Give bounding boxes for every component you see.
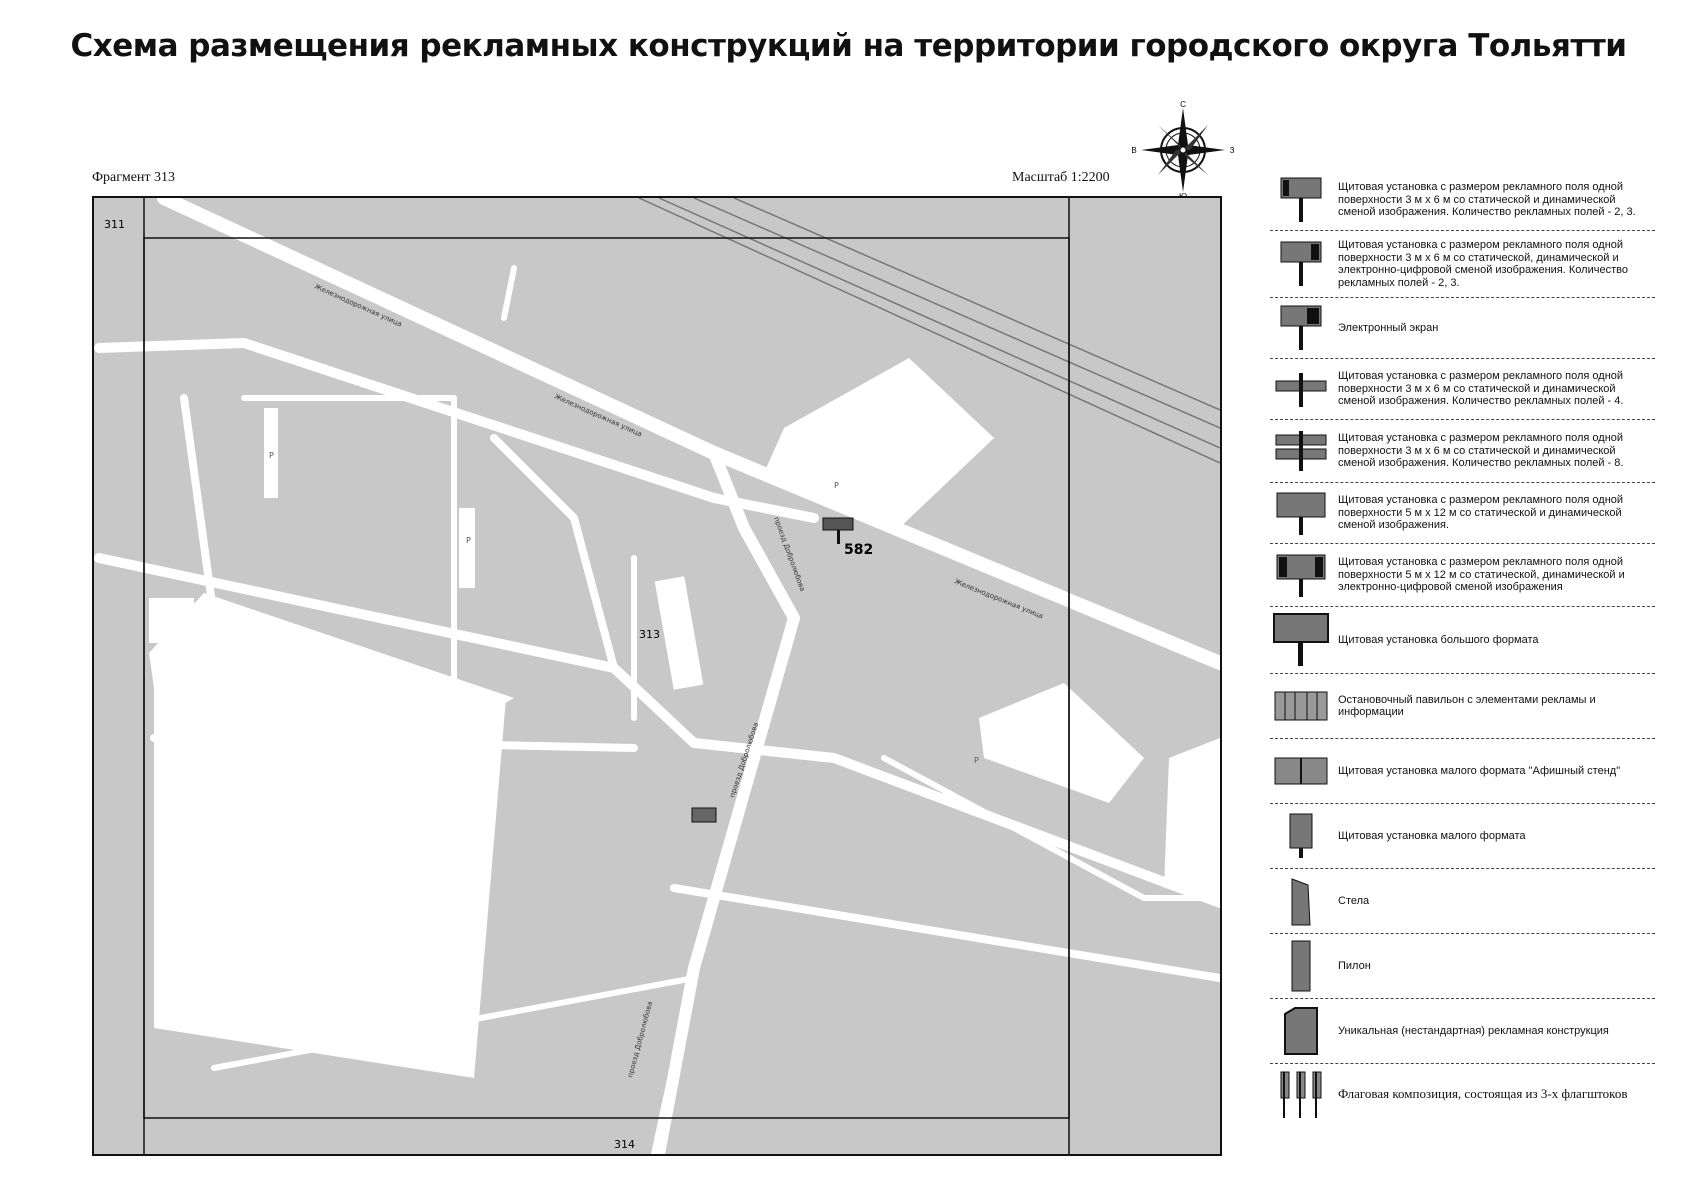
page-title: Схема размещения рекламных конструкций на территории городского округа Тольятти [70, 28, 1627, 64]
parking-label: Р [466, 536, 471, 545]
building-top-right [764, 358, 994, 533]
sheet-label-314: 314 [614, 1138, 635, 1151]
legend-item [1270, 298, 1655, 359]
legend-item [1270, 359, 1655, 420]
legend-text: Щитовая установка малого формата [1338, 829, 1526, 842]
legend-text: Щитовая установка с размером рекламного поля одной поверхности 3 м х 6 м со статической и динамической сменой изображения. Количество рекламных полей - 2, 3. [1338, 181, 1636, 219]
poster-stand-icon [1273, 754, 1329, 788]
billboard-5x12-digital-icon [1275, 551, 1327, 599]
ad-structure-id: 582 [844, 542, 874, 558]
street-label-2: Железнодорожная улица [553, 392, 644, 439]
bus-stop-marker[interactable] [692, 808, 716, 822]
legend-text: Щитовая установка с размером рекламного поля одной поверхности 5 м х 12 м со статической, динамической и электронно-цифровой сменой изображения [1338, 556, 1625, 594]
sheet-label-313: 313 [639, 628, 660, 641]
legend-item [1270, 420, 1655, 483]
legend-text: Уникальная (нестандартная) рекламная конструкция [1338, 1024, 1609, 1037]
electronic-screen-icon [1279, 304, 1323, 352]
ad-structure-marker[interactable] [823, 518, 873, 558]
legend-text: Щитовая установка малого формата "Афишный стенд" [1338, 764, 1621, 777]
map-fragment[interactable] [92, 196, 1222, 1156]
bus-stop-pavilion-icon [1273, 688, 1329, 724]
street-label-5: проезд Добролюбова [728, 721, 761, 799]
legend-text: Щитовая установка с размером рекламного поля одной поверхности 3 м х 6 м со статической и динамической сменой изображения. Количество рекламных полей - 8. [1338, 432, 1624, 470]
building-right [979, 683, 1144, 803]
unique-structure-icon [1281, 1006, 1321, 1056]
legend-item [1270, 483, 1655, 544]
legend-text: Остановочный павильон с элементами рекламы и информации [1338, 693, 1596, 718]
large-format-billboard-icon [1272, 612, 1330, 668]
scale-label: Масштаб 1:2200 [1012, 170, 1110, 185]
flag-composition-icon [1277, 1068, 1325, 1120]
legend-text: Щитовая установка с размером рекламного поля одной поверхности 5 м х 12 м со статической и динамической сменой изображения. [1338, 494, 1624, 532]
billboard-8-fields-icon [1274, 429, 1328, 473]
legend-text: Щитовая установка большого формата [1338, 633, 1539, 646]
legend-text: Пилон [1338, 959, 1371, 972]
legend-text: Щитовая установка с размером рекламного поля одной поверхности 3 м х 6 м со статической и динамической сменой изображения. Количество рекламных полей - 4. [1338, 370, 1624, 408]
billboard-3x6-digital-icon [1279, 240, 1323, 288]
legend-text: Флаговая композиция, состоящая из 3-х флагштоков [1338, 1086, 1628, 1101]
parking-label: Р [974, 756, 979, 765]
pylon-icon [1286, 939, 1316, 993]
compass-rose-icon [1128, 100, 1238, 200]
compass-n: С [1180, 100, 1186, 109]
parking-label: Р [834, 481, 839, 490]
legend [1270, 170, 1655, 1124]
legend-item [1270, 231, 1655, 298]
legend-item [1270, 804, 1655, 869]
legend-item [1270, 999, 1655, 1064]
legend-text: Электронный экран [1338, 321, 1439, 334]
billboard-4-fields-icon [1274, 369, 1328, 409]
legend-item [1270, 869, 1655, 934]
sheet-label-311: 311 [104, 218, 125, 231]
fragment-label: Фрагмент 313 [92, 170, 176, 185]
street-label-1: Железнодорожная улица [313, 282, 404, 329]
legend-item [1270, 607, 1655, 674]
legend-item [1270, 1064, 1655, 1124]
legend-text: Щитовая установка с размером рекламного поля одной поверхности 3 м х 6 м со статической, динамической и электронно-цифровой сменой изображения. Количество рекламных полей - 2, 3. [1338, 239, 1628, 289]
compass-w: В [1131, 146, 1137, 155]
small-format-billboard-icon [1286, 812, 1316, 860]
legend-item [1270, 934, 1655, 999]
street-label-3: Железнодорожная улица [953, 577, 1045, 621]
compass-e: З [1229, 146, 1235, 155]
billboard-3x6-icon [1279, 176, 1323, 224]
billboard-5x12-icon [1275, 489, 1327, 537]
legend-item [1270, 674, 1655, 739]
legend-text: Стела [1338, 894, 1370, 907]
legend-item [1270, 739, 1655, 804]
parking-label: Р [269, 451, 274, 460]
street-label-6: проезд Добролюбова [626, 1000, 655, 1079]
stele-icon [1286, 875, 1316, 927]
legend-item [1270, 544, 1655, 607]
legend-item [1270, 170, 1655, 231]
street-label-4: проезд Добролюбова [772, 515, 807, 593]
